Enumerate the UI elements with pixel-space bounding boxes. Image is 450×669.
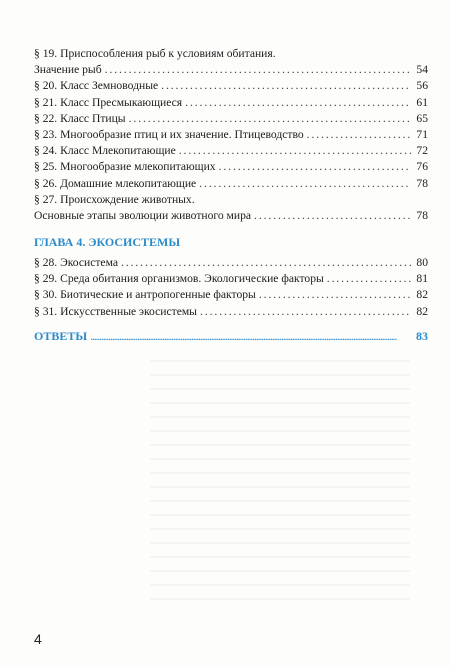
- toc-entry-title: Значение рыб: [34, 63, 102, 77]
- dot-leader: [307, 127, 411, 143]
- dot-leader: [327, 271, 411, 287]
- toc-entry-title: § 26. Домашние млекопитающие: [34, 176, 197, 190]
- toc-entry-title: § 30. Биотические и антропогенные факторы: [34, 288, 256, 302]
- toc-entry-line1: § 27. Происхождение животных.: [34, 192, 195, 206]
- toc-entry-page: 81: [416, 272, 428, 286]
- toc-entry-page: 71: [416, 127, 428, 141]
- dot-leader: [185, 95, 411, 111]
- dot-leader: [219, 159, 411, 175]
- dot-leader: [254, 208, 411, 224]
- toc-entry-title: § 31. Искусственные экосистемы: [34, 304, 197, 318]
- toc-entry-title: Основные этапы эволюции животного мира: [34, 208, 252, 222]
- toc-entry-page: 56: [416, 79, 428, 93]
- toc-entry-page: 65: [416, 111, 428, 125]
- toc-entry-28: [34, 255, 428, 271]
- toc-entry-23: [34, 127, 428, 143]
- table-of-contents: [34, 46, 428, 344]
- toc-entry-21: [34, 95, 428, 111]
- toc-entry-title: § 21. Класс Пресмыкающиеся: [34, 95, 183, 109]
- toc-entry-page: 78: [416, 208, 428, 222]
- dot-leader: [259, 287, 411, 303]
- toc-entry-19: [34, 46, 428, 78]
- toc-entry-title: § 20. Класс Земноводные: [34, 79, 159, 93]
- toc-entry-title: § 28. Экосистема: [34, 256, 118, 270]
- toc-entry-title: § 24. Класс Млекопитающие: [34, 144, 176, 158]
- toc-entry-title: § 23. Многообразие птиц и их значение. Птицеводство: [34, 127, 304, 141]
- toc-entry-29: [34, 271, 428, 287]
- toc-entry-27: [34, 192, 428, 224]
- dot-leader: [179, 143, 411, 159]
- toc-entry-page: 78: [416, 176, 428, 190]
- toc-entry-25: [34, 159, 428, 175]
- dot-leader: [129, 111, 411, 127]
- dot-leader: [90, 328, 413, 344]
- toc-entry-26: [34, 176, 428, 192]
- answers-label: ОТВЕТЫ: [34, 328, 88, 343]
- dot-leader: [105, 62, 411, 78]
- dot-leader: [161, 78, 411, 94]
- dot-leader: [199, 176, 411, 192]
- toc-entry-title: § 22. Класс Птицы: [34, 111, 126, 125]
- chapter-heading: ГЛАВА 4. ЭКОСИСТЕМЫ: [34, 235, 181, 250]
- toc-entry-title: § 29. Среда обитания организмов. Экологические факторы: [34, 272, 324, 286]
- toc-entry-page: 72: [416, 144, 428, 158]
- toc-entry-page: 54: [416, 63, 428, 77]
- bleed-through-texture: [150, 360, 410, 610]
- toc-entry-24: [34, 143, 428, 159]
- toc-entry-30: [34, 287, 428, 303]
- dot-leader: [121, 255, 411, 271]
- page-number: 4: [34, 631, 42, 647]
- toc-entry-page: 82: [416, 304, 428, 318]
- toc-entry-line1: § 19. Приспособления рыб к условиям обитания.: [34, 47, 276, 60]
- answers-page: 83: [416, 328, 428, 343]
- toc-entry-page: 82: [416, 288, 428, 302]
- toc-entry-20: [34, 78, 428, 94]
- dot-leader: [200, 304, 411, 320]
- answers-entry: [34, 328, 428, 344]
- toc-entry-page: 61: [416, 95, 428, 109]
- toc-entry-page: 80: [416, 256, 428, 270]
- toc-entry-page: 76: [416, 160, 428, 174]
- toc-entry-31: [34, 304, 428, 320]
- toc-entry-22: [34, 111, 428, 127]
- toc-entry-title: § 25. Многообразие млекопитающих: [34, 160, 216, 174]
